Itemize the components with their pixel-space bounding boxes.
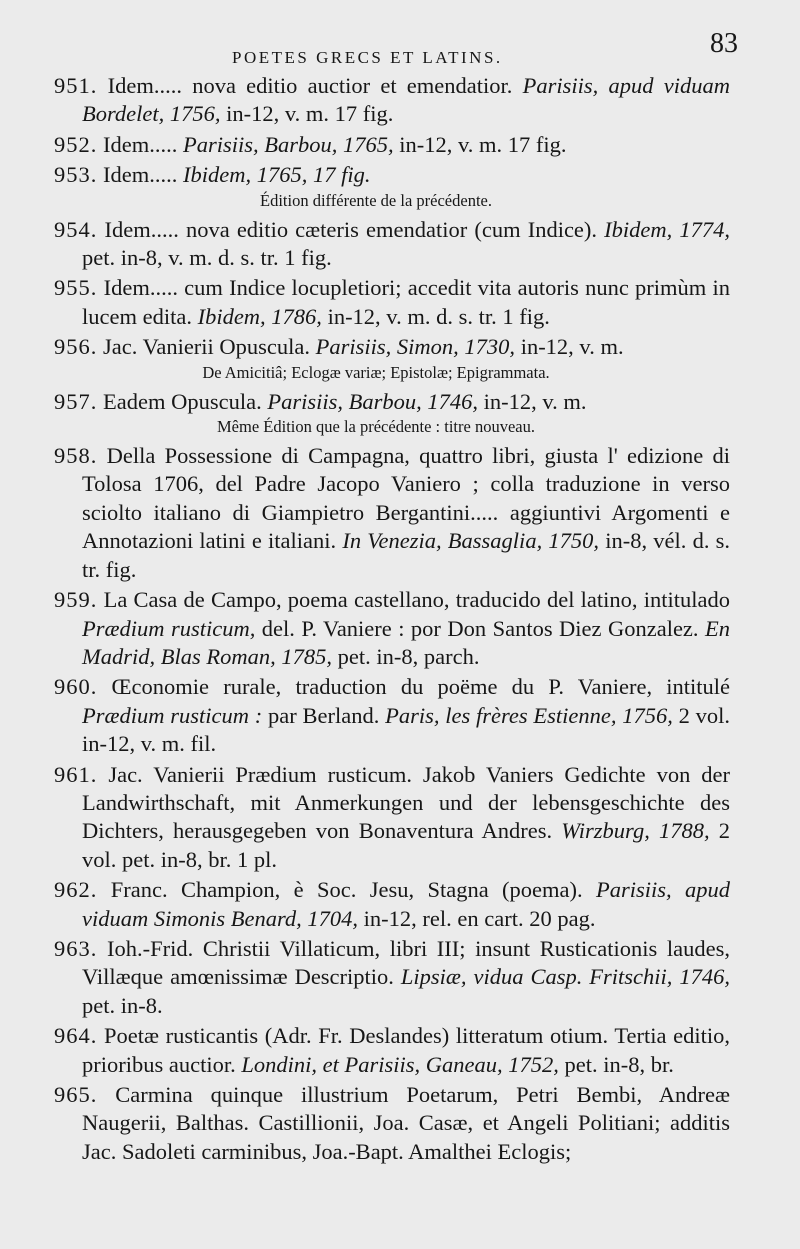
catalogue-entry: 965. Carmina quinque illustrium Poetarum, Petri Bembi, Andreæ Naugerii, Balthas. Castillionii, Joa. Casæ, et Angeli Politiani; additis Jac. Sadoleti carminibus, Joa.-Bapt. Amalthei Eclogis; bbox=[54, 1082, 731, 1164]
catalogue-entry: 957. Eadem Opuscula. Parisiis, Barbou, 1746, in-12, v. m. bbox=[54, 388, 587, 414]
catalogue-entry: 959. La Casa de Campo, poema castellano, traducido del latino, intitulado Prædium rusticum, del. P. Vaniere : por Don Santos Diez Gonzalez. En Madrid, Blas Roman, 1785, pet. in-8, parch. bbox=[54, 587, 730, 669]
catalogue-entry: 954. Idem..... nova editio cæteris emendatior (cum Indice). Ibidem, 1774, pet. in-8, v. m. d. s. tr. 1 fig. bbox=[54, 216, 731, 271]
catalogue-entry: 960. Œconomie rurale, traduction du poëme du P. Vaniere, intitulé Prædium rusticum : par Berland. Paris, les frères Estienne, 1756, 2 vol. in-12, v. m. fil. bbox=[54, 674, 730, 757]
entry-note: De Amicitiâ; Eclogæ variæ; Epistolæ; Epigrammata. bbox=[202, 362, 550, 382]
catalogue-entry: 964. Poetæ rusticantis (Adr. Fr. Deslandes) litteratum otium. Tertia editio, prioribus auctior. Londini, et Parisiis, Ganeau, 1752, pet. in-8, br. bbox=[54, 1023, 731, 1077]
catalogue-entry: 961. Jac. Vanierii Prædium rusticum. Jakob Vaniers Gedichte von der Landwirthschaft, mit Anmerkungen und der lebensgeschichte des Dichters, herausgegeben von Bonaventura Andres. Wirzburg, 1788, 2 vol. pet. in-8, br. 1 pl. bbox=[54, 761, 731, 872]
catalogue-entry: 956. Jac. Vanierii Opuscula. Parisiis, Simon, 1730, in-12, v. m. bbox=[54, 334, 624, 360]
catalogue-entry: 951. Idem..... nova editio auctior et emendatior. Parisiis, apud viduam Bordelet, 1756, in-12, v. m. 17 fig. bbox=[54, 73, 730, 127]
catalogue-entries bbox=[54, 72, 731, 1166]
catalogue-entry: 955. Idem..... cum Indice locupletiori; accedit vita autoris nunc primùm in lucem edita. Ibidem, 1786, in-12, v. m. d. s. tr. 1 fig. bbox=[54, 275, 730, 329]
catalogue-entry: 958. Della Possessione di Campagna, quattro libri, giusta l' edizione di Tolosa 1706, del Padre Jacopo Vaniero ; colla traduzione in verso sciolto italiano di Giampietro Bergantini..... aggiuntivi Argomenti e Annotazioni latini e italiani. In Venezia, Bassaglia, 1750, in-8, vél. d. s. tr. fig. bbox=[54, 443, 731, 582]
page-number: 83 bbox=[710, 28, 738, 59]
page-header bbox=[62, 28, 738, 72]
running-title: POETES GRECS ET LATINS. bbox=[232, 48, 503, 67]
entry-note: Même Édition que la précédente : titre nouveau. bbox=[217, 417, 535, 437]
catalogue-entry: 953. Idem..... Ibidem, 1765, 17 fig. bbox=[54, 162, 371, 188]
catalogue-entry: 963. Ioh.-Frid. Christii Villaticum, libri III; insunt Rusticationis laudes, Villæque amœnissimæ Descriptio. Lipsiæ, vidua Casp. Fritschii, 1746, pet. in-8. bbox=[54, 935, 730, 1018]
catalogue-entry: 962. Franc. Champion, è Soc. Jesu, Stagna (poema). Parisiis, apud viduam Simonis Benard, 1704, in-12, rel. en cart. 20 pag. bbox=[54, 877, 730, 931]
entry-note: Édition différente de la précédente. bbox=[260, 190, 492, 210]
catalogue-entry: 952. Idem..... Parisiis, Barbou, 1765, in-12, v. m. 17 fig. bbox=[54, 131, 567, 157]
